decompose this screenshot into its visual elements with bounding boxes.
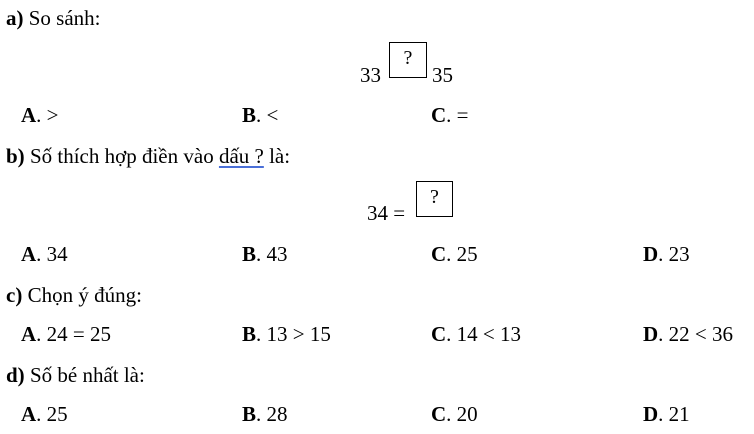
option-value: 20 bbox=[456, 402, 478, 426]
question-d-prompt bbox=[6, 363, 145, 387]
option-value: 23 bbox=[668, 242, 690, 266]
option-sep: . bbox=[658, 242, 669, 266]
option-value: 43 bbox=[266, 242, 288, 266]
option-d-C[interactable] bbox=[431, 402, 478, 426]
question-b-label: b) bbox=[6, 144, 25, 168]
option-value: 25 bbox=[456, 242, 478, 266]
option-a-B[interactable] bbox=[242, 103, 278, 127]
question-c-text: Chọn ý đúng: bbox=[27, 283, 142, 307]
option-c-A[interactable] bbox=[21, 322, 111, 346]
option-sep: . bbox=[256, 103, 267, 127]
equation-answer-box[interactable] bbox=[416, 181, 453, 217]
option-letter: A bbox=[21, 242, 37, 266]
option-sep: . bbox=[36, 402, 47, 426]
option-value: 25 bbox=[46, 402, 68, 426]
option-d-B[interactable] bbox=[242, 402, 288, 426]
option-d-D[interactable] bbox=[643, 402, 690, 426]
option-letter: C bbox=[431, 103, 447, 127]
option-b-C[interactable] bbox=[431, 242, 478, 266]
option-value: = bbox=[456, 103, 469, 127]
question-d-text: Số bé nhất là: bbox=[29, 363, 145, 387]
option-value: 22 < 36 bbox=[668, 322, 734, 346]
option-sep: . bbox=[256, 402, 267, 426]
option-value: 34 bbox=[46, 242, 68, 266]
option-sep: . bbox=[658, 322, 669, 346]
option-letter: D bbox=[643, 242, 659, 266]
option-letter: C bbox=[431, 242, 447, 266]
option-c-C[interactable] bbox=[431, 322, 521, 346]
equation-box-mark: ? bbox=[430, 186, 439, 208]
option-sep: . bbox=[256, 242, 267, 266]
question-a-text: So sánh: bbox=[28, 6, 101, 30]
option-sep: . bbox=[658, 402, 669, 426]
option-value: 24 = 25 bbox=[46, 322, 112, 346]
option-sep: . bbox=[36, 103, 47, 127]
compare-left-number: 33 bbox=[360, 63, 381, 87]
option-letter: B bbox=[242, 402, 257, 426]
equation-left: 34 = bbox=[367, 201, 406, 225]
option-letter: C bbox=[431, 402, 447, 426]
option-b-D[interactable] bbox=[643, 242, 690, 266]
option-sep: . bbox=[446, 402, 457, 426]
option-letter: D bbox=[643, 322, 659, 346]
question-b-underlined-text: dấu ? bbox=[218, 144, 264, 168]
compare-answer-box[interactable] bbox=[389, 42, 427, 78]
option-sep: . bbox=[36, 322, 47, 346]
option-d-A[interactable] bbox=[21, 402, 68, 426]
option-sep: . bbox=[36, 242, 47, 266]
question-c-label: c) bbox=[6, 283, 23, 307]
compare-box-mark: ? bbox=[403, 47, 413, 69]
option-letter: A bbox=[21, 103, 37, 127]
option-letter: C bbox=[431, 322, 447, 346]
option-sep: . bbox=[446, 242, 457, 266]
option-value: < bbox=[266, 103, 279, 127]
option-value: 13 > 15 bbox=[266, 322, 331, 346]
option-value: 21 bbox=[668, 402, 690, 426]
option-a-C[interactable] bbox=[431, 103, 469, 127]
option-letter: B bbox=[242, 322, 257, 346]
option-value: > bbox=[46, 103, 59, 127]
option-sep: . bbox=[446, 103, 457, 127]
option-b-B[interactable] bbox=[242, 242, 288, 266]
question-b-text-before: Số thích hợp điền vào bbox=[29, 144, 219, 168]
option-c-B[interactable] bbox=[242, 322, 331, 346]
option-letter: A bbox=[21, 322, 37, 346]
option-sep: . bbox=[446, 322, 457, 346]
question-d-label: d) bbox=[6, 363, 25, 387]
option-b-A[interactable] bbox=[21, 242, 68, 266]
compare-right-number: 35 bbox=[432, 63, 453, 87]
option-letter: B bbox=[242, 103, 257, 127]
option-sep: . bbox=[256, 322, 267, 346]
question-c-prompt bbox=[6, 283, 142, 307]
option-value: 14 < 13 bbox=[456, 322, 522, 346]
question-b-text-after: là: bbox=[263, 144, 291, 168]
option-letter: B bbox=[242, 242, 257, 266]
option-c-D[interactable] bbox=[643, 322, 733, 346]
question-a-prompt bbox=[6, 6, 101, 30]
question-a-label: a) bbox=[6, 6, 24, 30]
option-value: 28 bbox=[266, 402, 288, 426]
option-a-A[interactable] bbox=[21, 103, 59, 127]
option-letter: A bbox=[21, 402, 37, 426]
question-b-prompt bbox=[6, 144, 290, 168]
option-letter: D bbox=[643, 402, 659, 426]
